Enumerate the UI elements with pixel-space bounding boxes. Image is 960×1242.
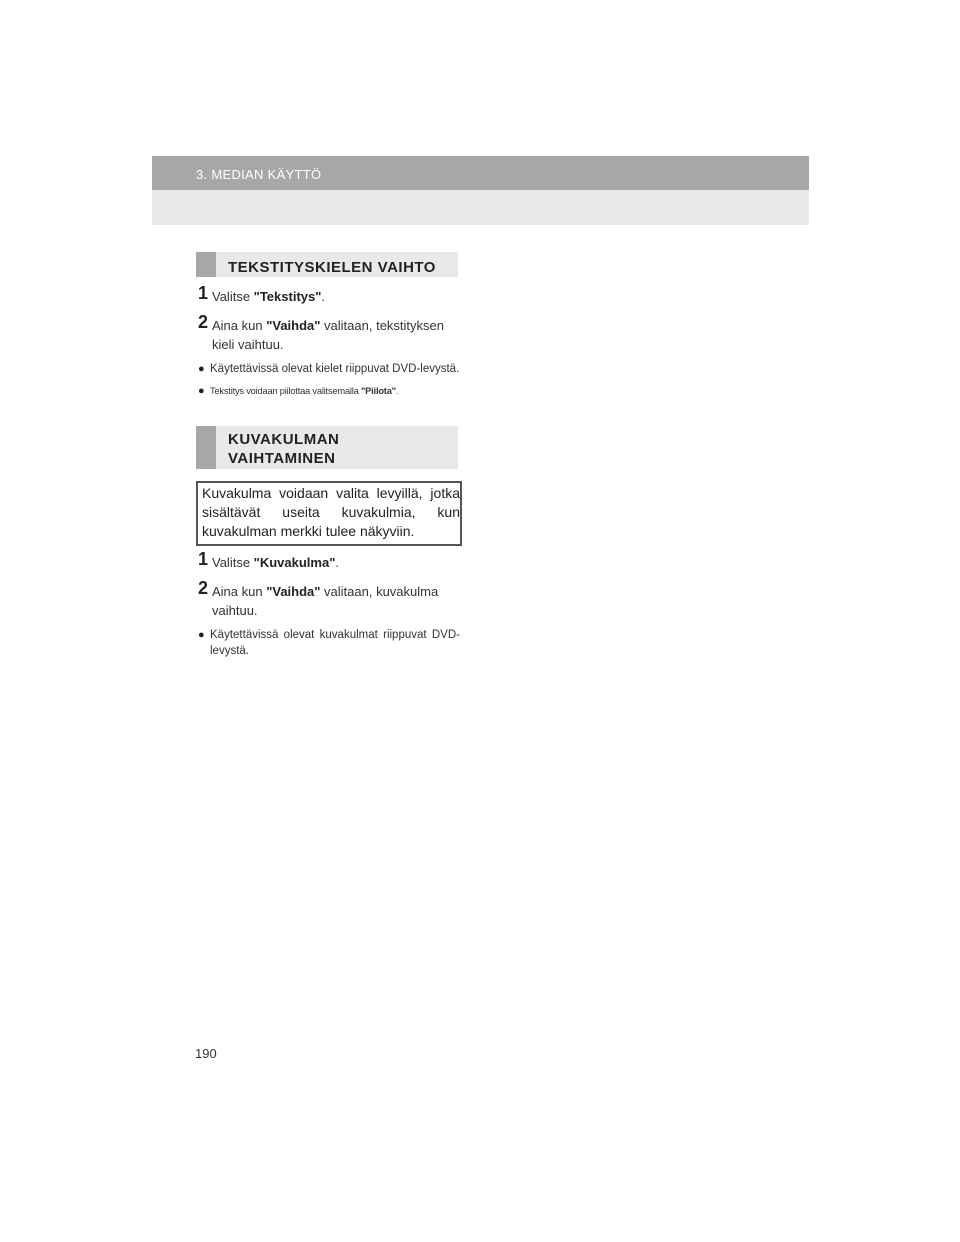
step-2	[198, 578, 460, 620]
step-option: "Vaihda"	[266, 584, 321, 599]
step-1	[198, 549, 460, 572]
chapter-title: 3. MEDIAN KÄYTTÖ	[196, 167, 322, 182]
step-text-end: valitaan, kuvakulma vaihtuu.	[212, 584, 439, 618]
bullet-text: Käytettävissä olevat kuvakulmat riippuvat DVD-levystä.	[210, 629, 460, 657]
bullet-text-end: .	[395, 386, 399, 396]
bullet-icon: ●	[198, 629, 205, 641]
step-text-end: .	[335, 555, 339, 570]
section-title-line: KUVAKULMAN	[228, 431, 340, 448]
bullet-item	[198, 361, 460, 377]
section-marker	[196, 252, 216, 277]
step-number: 2	[198, 578, 209, 598]
section-heading-subtitles	[196, 252, 458, 277]
chapter-header	[152, 156, 809, 190]
section2-content	[198, 549, 460, 659]
header-subband	[152, 190, 809, 225]
bullet-icon: ●	[198, 385, 205, 397]
section-title-line: VAIHTAMINEN	[228, 450, 336, 467]
step-2	[198, 312, 460, 354]
bullet-icon: ●	[198, 363, 205, 375]
step-text: Aina kun	[212, 318, 267, 333]
step-text: Valitse	[212, 555, 254, 570]
bullet-item	[198, 383, 460, 399]
section-title	[228, 430, 452, 468]
step-text-end: .	[321, 289, 326, 304]
step-1	[198, 283, 460, 306]
section-marker	[196, 426, 216, 469]
step-text-end: valitaan, tekstityksen kieli vaihtuu.	[212, 318, 444, 352]
step-text: Valitse	[212, 289, 254, 304]
bullet-text: Käytettävissä olevat kielet riippuvat DVD-levystä.	[210, 363, 460, 375]
section-title: TEKSTITYSKIELEN VAIHTO	[228, 259, 436, 276]
info-box: Kuvakulma voidaan valita levyillä, jotka sisältävät useita kuvakulmia, kun kuvakulman merkki tulee näkyviin.	[196, 481, 462, 546]
section-heading-camera-angle	[196, 426, 458, 469]
step-option: "Kuvakulma"	[253, 555, 336, 570]
bullet-text: Tekstitys voidaan piilottaa valitsemalla	[210, 386, 361, 396]
bullet-option: "Piilota"	[360, 386, 396, 396]
step-number: 1	[198, 549, 209, 569]
step-option: "Vaihda"	[266, 318, 321, 333]
step-number: 2	[198, 312, 209, 332]
step-text: Aina kun	[212, 584, 267, 599]
step-option: "Tekstitys"	[253, 289, 322, 304]
bullet-item	[198, 627, 460, 659]
section1-content	[198, 283, 460, 399]
step-number: 1	[198, 283, 209, 303]
page-number: 190	[195, 1046, 217, 1061]
